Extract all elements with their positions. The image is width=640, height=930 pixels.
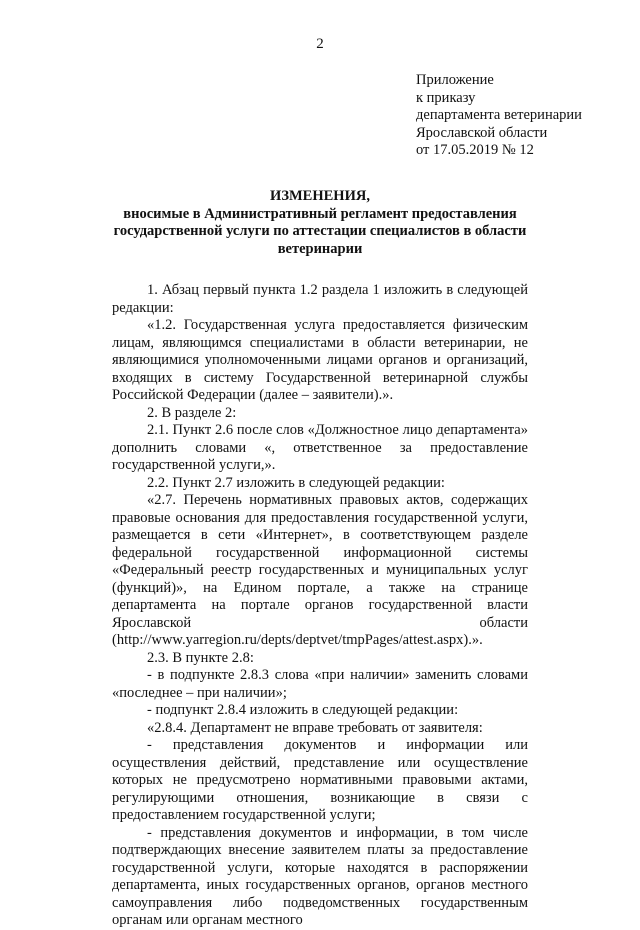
paragraph: - представления документов и информации, в том числе подтверждающих внесение заявителем платы за предоставление государственной услуги, которые находятся в распоряжении департамента, иных государственных органов, органов местного самоуправления либо подведомственных государственным органам или органам местного — [112, 824, 528, 928]
approval-line: департамента ветеринарии — [416, 107, 582, 123]
document-body — [112, 282, 528, 930]
title-subtitle: вносимые в Административный регламент предоставления государственной услуги по аттестации специалистов в области ветеринарии — [113, 205, 527, 257]
title-heading: ИЗМЕНЕНИЯ, — [270, 188, 370, 204]
document-title — [112, 188, 528, 258]
paragraph: 2.2. Пункт 2.7 изложить в следующей редакции: — [147, 474, 445, 491]
page-number: 2 — [316, 36, 324, 52]
paragraph: - в подпункте 2.8.3 слова «при наличии» заменить словами «последнее – при наличии»; — [112, 667, 528, 701]
paragraph: 1. Абзац первый пункта 1.2 раздела 1 изложить в следующей редакции: — [112, 282, 528, 316]
paragraph: - подпункт 2.8.4 изложить в следующей редакции: — [147, 702, 459, 718]
approval-line: Ярославской области — [416, 124, 548, 141]
approval-stamp — [416, 72, 582, 160]
paragraph: - представления документов и информации или осуществления действий, представление или осуществление которых не предусмотрено нормативными правовыми актами, регулирующими отношения, возникающие в связи с предоставлением государственной услуги; — [112, 737, 528, 823]
paragraph: «2.7. Перечень нормативных правовых актов, содержащих правовые основания для предоставления государственной услуги, размещается в сети «Интернет», в соответствующем разделе федеральной государственной информационной системы «Федеральный реестр государственных и муниципальных услуг (функций)», на Едином портале, а также на странице департамента на портале органов государственной власти Ярославской области (http://www.yarregion.ru/depts/deptvet/tmpPages/attest.aspx).». — [112, 492, 528, 648]
paragraph: 2.1. Пункт 2.6 после слов «Должностное лицо департамента» дополнить словами «, ответственное за предоставление государственной услуги,». — [112, 422, 528, 473]
paragraph: 2.3. В пункте 2.8: — [147, 649, 254, 666]
approval-line: к приказу — [416, 89, 476, 106]
approval-line: от 17.05.2019 № 12 — [416, 142, 534, 158]
approval-line: Приложение — [416, 72, 494, 88]
paragraph: «1.2. Государственная услуга предоставляется физическим лицам, являющимся специалистами в области ветеринарии, не являющимися уполномоченными лицами органов и организаций, входящих в систему Государственной ветеринарной службы Российской Федерации (далее – заявители).». — [112, 317, 528, 403]
paragraph: 2. В разделе 2: — [147, 404, 237, 421]
paragraph: «2.8.4. Департамент не вправе требовать от заявителя: — [147, 719, 483, 736]
